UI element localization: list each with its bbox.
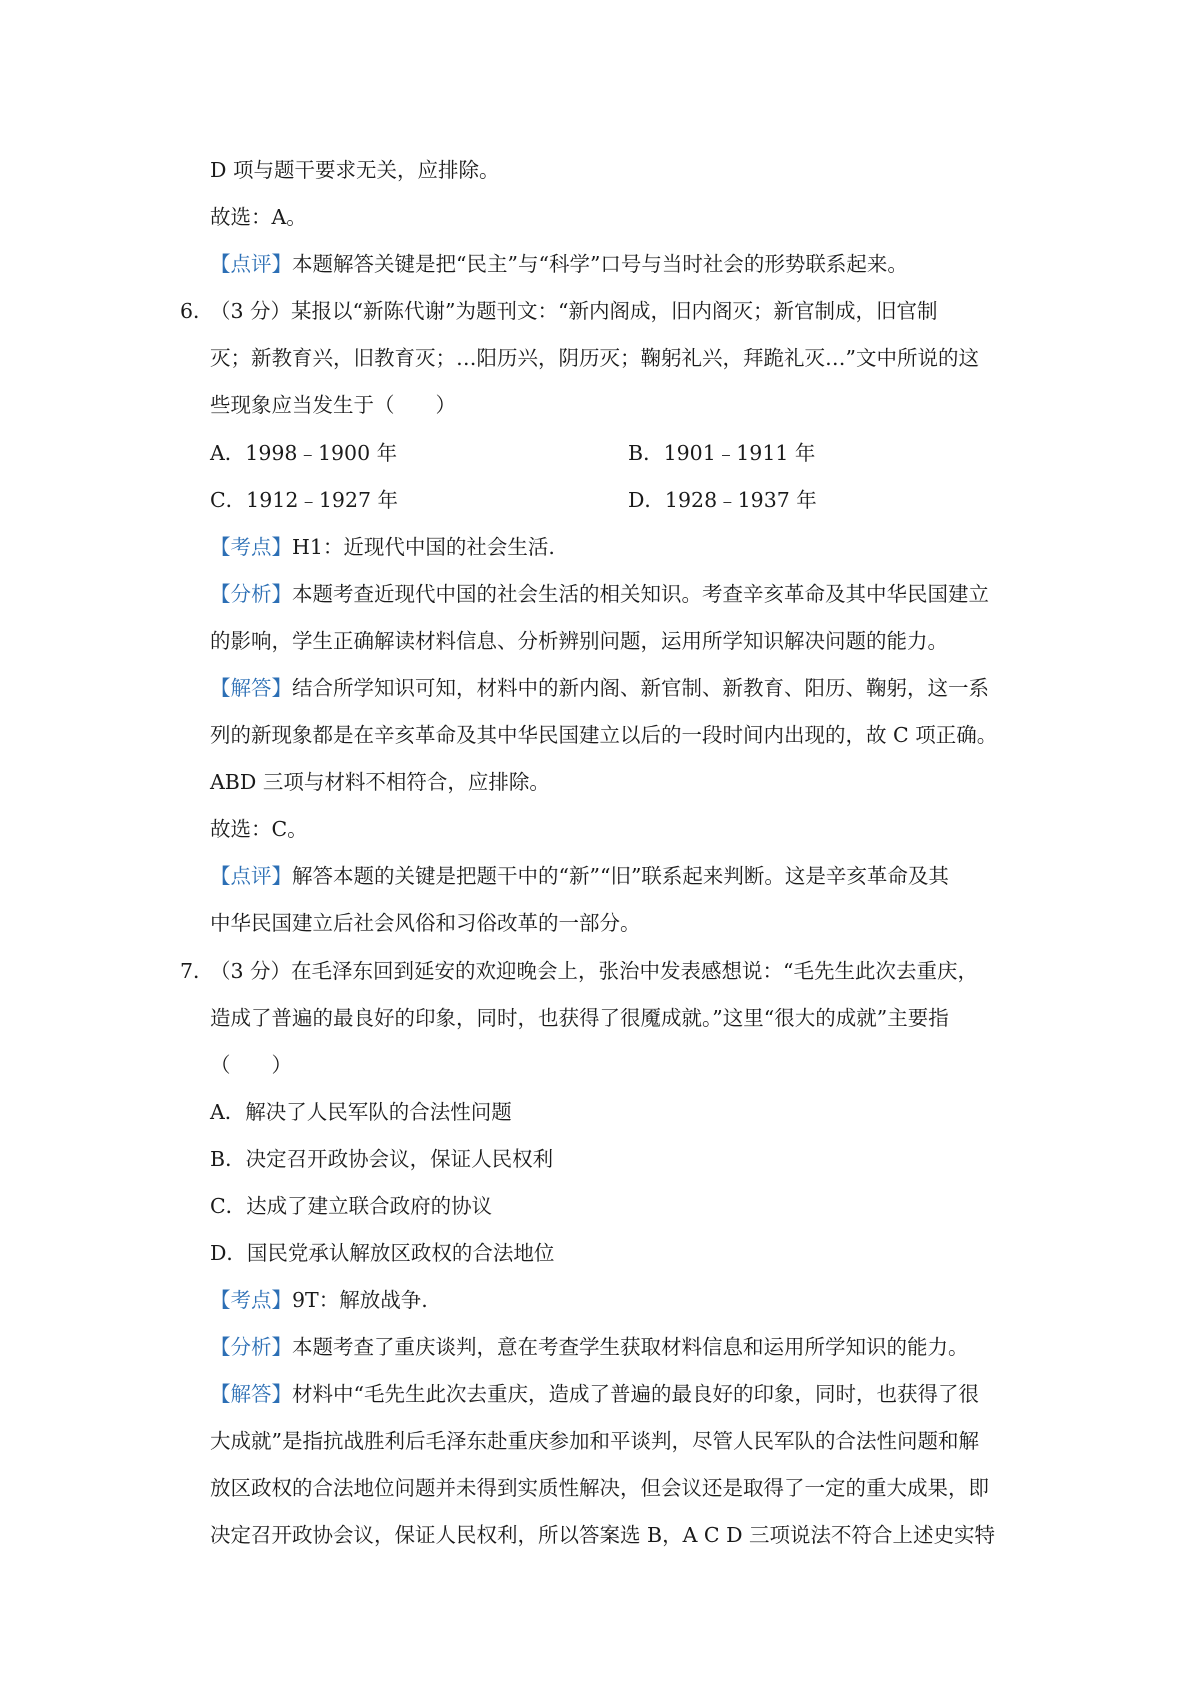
q6-jieda-line-2: 列的新现象都是在辛亥革命及其中华民国建立以后的一段时间内出现的，故 C 项正确。 — [210, 723, 998, 747]
comment-tag: 【点评】 — [210, 252, 292, 276]
q6-stem-line-3: 些现象应当发生于（ ） — [210, 393, 456, 417]
q7-option-a: A．解决了人民军队的合法性问题 — [210, 1100, 512, 1124]
q6-option-d: D．1928﹣1937 年 — [628, 488, 817, 512]
q6-dianping-line-2: 中华民国建立后社会风俗和习俗改革的一部分。 — [210, 911, 641, 935]
fenxi-tag: 【分析】 — [210, 582, 292, 606]
q7-jieda-line-2: 大成就”是指抗战胜利后毛泽东赴重庆参加和平谈判，尽管人民军队的合法性问题和解 — [210, 1429, 979, 1453]
prev-answer: 故选：A。 — [210, 205, 307, 229]
q7-stem-line-2: 造成了普遍的最良好的印象，同时，也获得了很魇成就。”这里“很大的成就”主要指 — [210, 1006, 949, 1030]
q7-option-d: D．国民党承认解放区政权的合法地位 — [210, 1241, 555, 1265]
fenxi-text: 本题考查了重庆谈判，意在考查学生获取材料信息和运用所学知识的能力。 — [292, 1335, 969, 1359]
jieda-text-1: 结合所学知识可知，材料中的新内阁、新官制、新教育、阳历、鞠躬，这一系 — [292, 676, 989, 700]
q7-jieda-line-1 — [210, 1384, 979, 1405]
q7-kaodian — [210, 1290, 428, 1311]
comment-text: 本题解答关键是把“民主”与“科学”口号与当时社会的形势联系起来。 — [292, 252, 908, 276]
kaodian-tag: 【考点】 — [210, 535, 292, 559]
q6-fenxi-line-1 — [210, 584, 989, 605]
q6-number: 6． — [180, 299, 214, 323]
kaodian-tag: 【考点】 — [210, 1288, 292, 1312]
q6-kaodian — [210, 537, 555, 558]
q7-option-b: B．决定召开政协会议，保证人民权利 — [210, 1147, 554, 1171]
q7-stem-line-3: （ ） — [210, 1053, 292, 1077]
kaodian-text: 9T：解放战争. — [292, 1288, 428, 1312]
q6-option-a: A．1998﹣1900 年 — [210, 441, 398, 465]
fenxi-tag: 【分析】 — [210, 1335, 292, 1359]
q7-jieda-line-3: 放区政权的合法地位问题并未得到实质性解决，但会议还是取得了一定的重大成果，即 — [210, 1476, 989, 1500]
q7-number: 7． — [180, 959, 214, 983]
fenxi-text-1: 本题考查近现代中国的社会生活的相关知识。考查辛亥革命及其中华民国建立 — [292, 582, 989, 606]
kaodian-text: H1：近现代中国的社会生活. — [292, 535, 555, 559]
q6-dianping-line-1 — [210, 866, 949, 887]
q6-answer: 故选：C。 — [210, 817, 308, 841]
q6-fenxi-line-2: 的影响，学生正确解读材料信息、分析辨别问题，运用所学知识解决问题的能力。 — [210, 629, 948, 653]
q7-fenxi — [210, 1337, 969, 1358]
q6-stem-line-2: 灭；新教育兴，旧教育灭；…阳历兴，阴历灭；鞠躬礼兴，拜跪礼灭…”文中所说的这 — [210, 346, 979, 370]
dianping-text-1: 解答本题的关键是把题干中的“新”“旧”联系起来判断。这是辛亥革命及其 — [292, 864, 949, 888]
q6-jieda-line-3: ABD 三项与材料不相符合，应排除。 — [210, 770, 550, 794]
q6-jieda-line-1 — [210, 678, 989, 699]
q6-stem-line-1 — [180, 299, 938, 323]
dianping-tag: 【点评】 — [210, 864, 292, 888]
q7-jieda-line-4: 决定召开政协会议，保证人民权利，所以答案选 B，A C D 三项说法不符合上述史实特 — [210, 1523, 996, 1547]
q7-option-c: C．达成了建立联合政府的协议 — [210, 1194, 493, 1218]
q7-stem-line-1 — [180, 959, 979, 983]
jieda-text-1: 材料中“毛先生此次去重庆，造成了普遍的最良好的印象，同时，也获得了很 — [292, 1382, 979, 1406]
q6-option-c: C．1912﹣1927 年 — [210, 488, 399, 512]
prev-comment — [210, 254, 908, 275]
jieda-tag: 【解答】 — [210, 676, 292, 700]
q6-stem-text-1: （3 分）某报以“新陈代谢”为题刊文：“新内阁成，旧内阁灭；新官制成，旧官制 — [210, 299, 938, 323]
q7-stem-text-1: （3 分）在毛泽东回到延安的欢迎晚会上，张治中发表感想说：“毛先生此次去重庆， — [210, 959, 979, 983]
q6-option-b: B．1901﹣1911 年 — [628, 441, 816, 465]
prev-option-d-note: D 项与题干要求无关，应排除。 — [210, 158, 500, 182]
jieda-tag: 【解答】 — [210, 1382, 292, 1406]
